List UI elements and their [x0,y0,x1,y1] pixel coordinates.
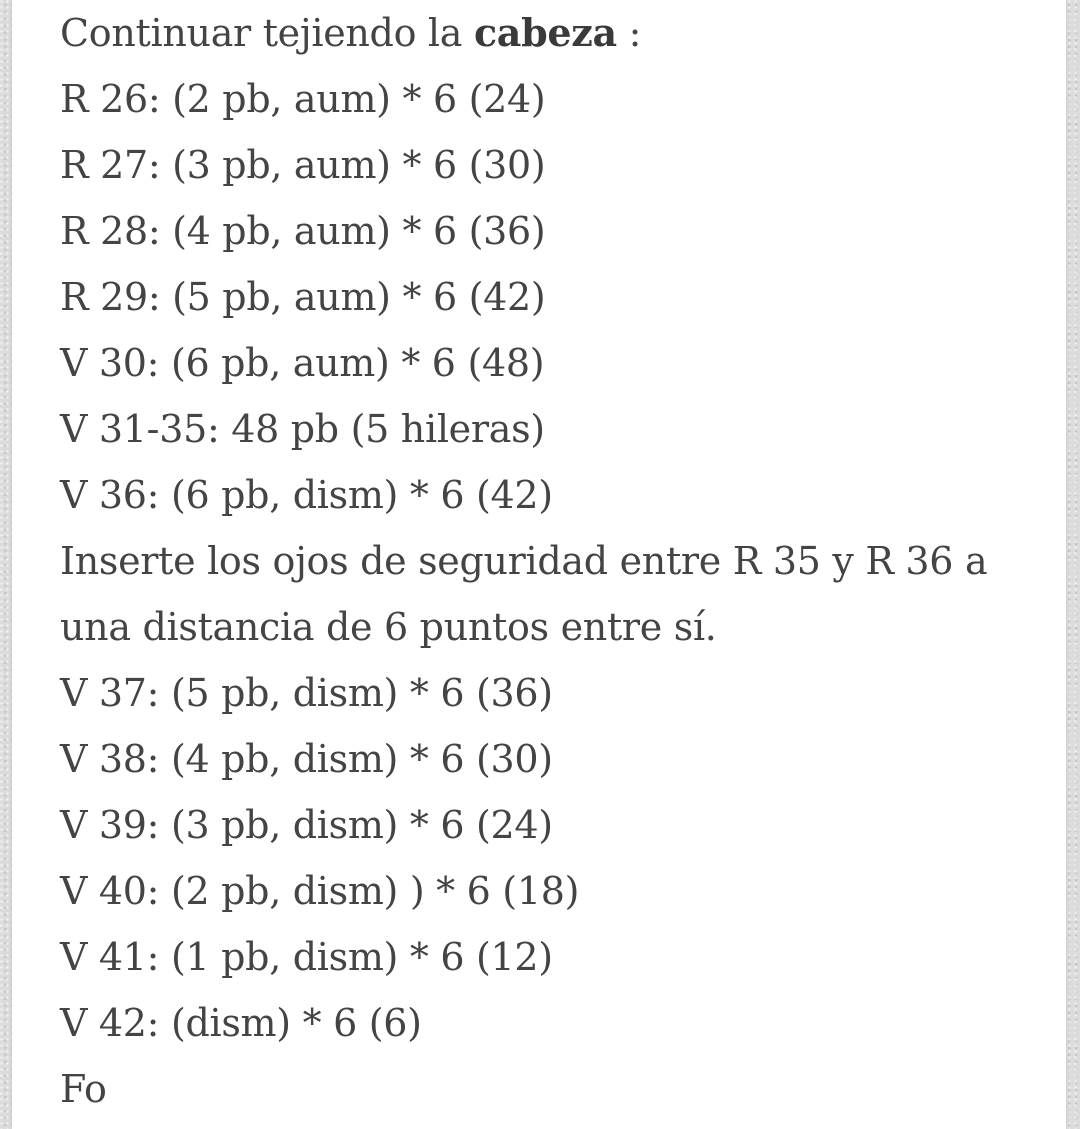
round-39-line: V 39: (3 pb, dism) * 6 (24) [60,803,553,847]
round-27-line: R 27: (3 pb, aum) * 6 (30) [60,143,546,187]
eyes-instruction-line-1: Inserte los ojos de seguridad entre R 35 y R 36 a [60,539,988,583]
round-38-line: V 38: (4 pb, dism) * 6 (30) [60,737,553,781]
round-26-line: R 26: (2 pb, aum) * 6 (24) [60,77,546,121]
round-28-line: R 28: (4 pb, aum) * 6 (36) [60,209,546,253]
fasten-off-line: Fo [60,1067,107,1111]
intro-colon: : [616,11,642,55]
intro-bold-word: cabeza [473,10,617,55]
eyes-instruction-line-2: una distancia de 6 puntos entre sí. [60,605,717,649]
intro-line [60,0,1046,66]
round-29-line: R 29: (5 pb, aum) * 6 (42) [60,275,546,319]
round-37-line: V 37: (5 pb, dism) * 6 (36) [60,671,553,715]
round-31-35-line: V 31-35: 48 pb (5 hileras) [60,407,545,451]
content-card [12,0,1066,1129]
round-40-line: V 40: (2 pb, dism) ) * 6 (18) [60,869,580,913]
round-41-line: V 41: (1 pb, dism) * 6 (12) [60,935,553,979]
round-30-line: V 30: (6 pb, aum) * 6 (48) [60,341,545,385]
pattern-text [60,0,1046,1122]
round-42-line: V 42: (dism) * 6 (6) [60,1001,422,1045]
round-36-line: V 36: (6 pb, dism) * 6 (42) [60,473,553,517]
intro-text: Continuar tejiendo la [60,11,474,55]
